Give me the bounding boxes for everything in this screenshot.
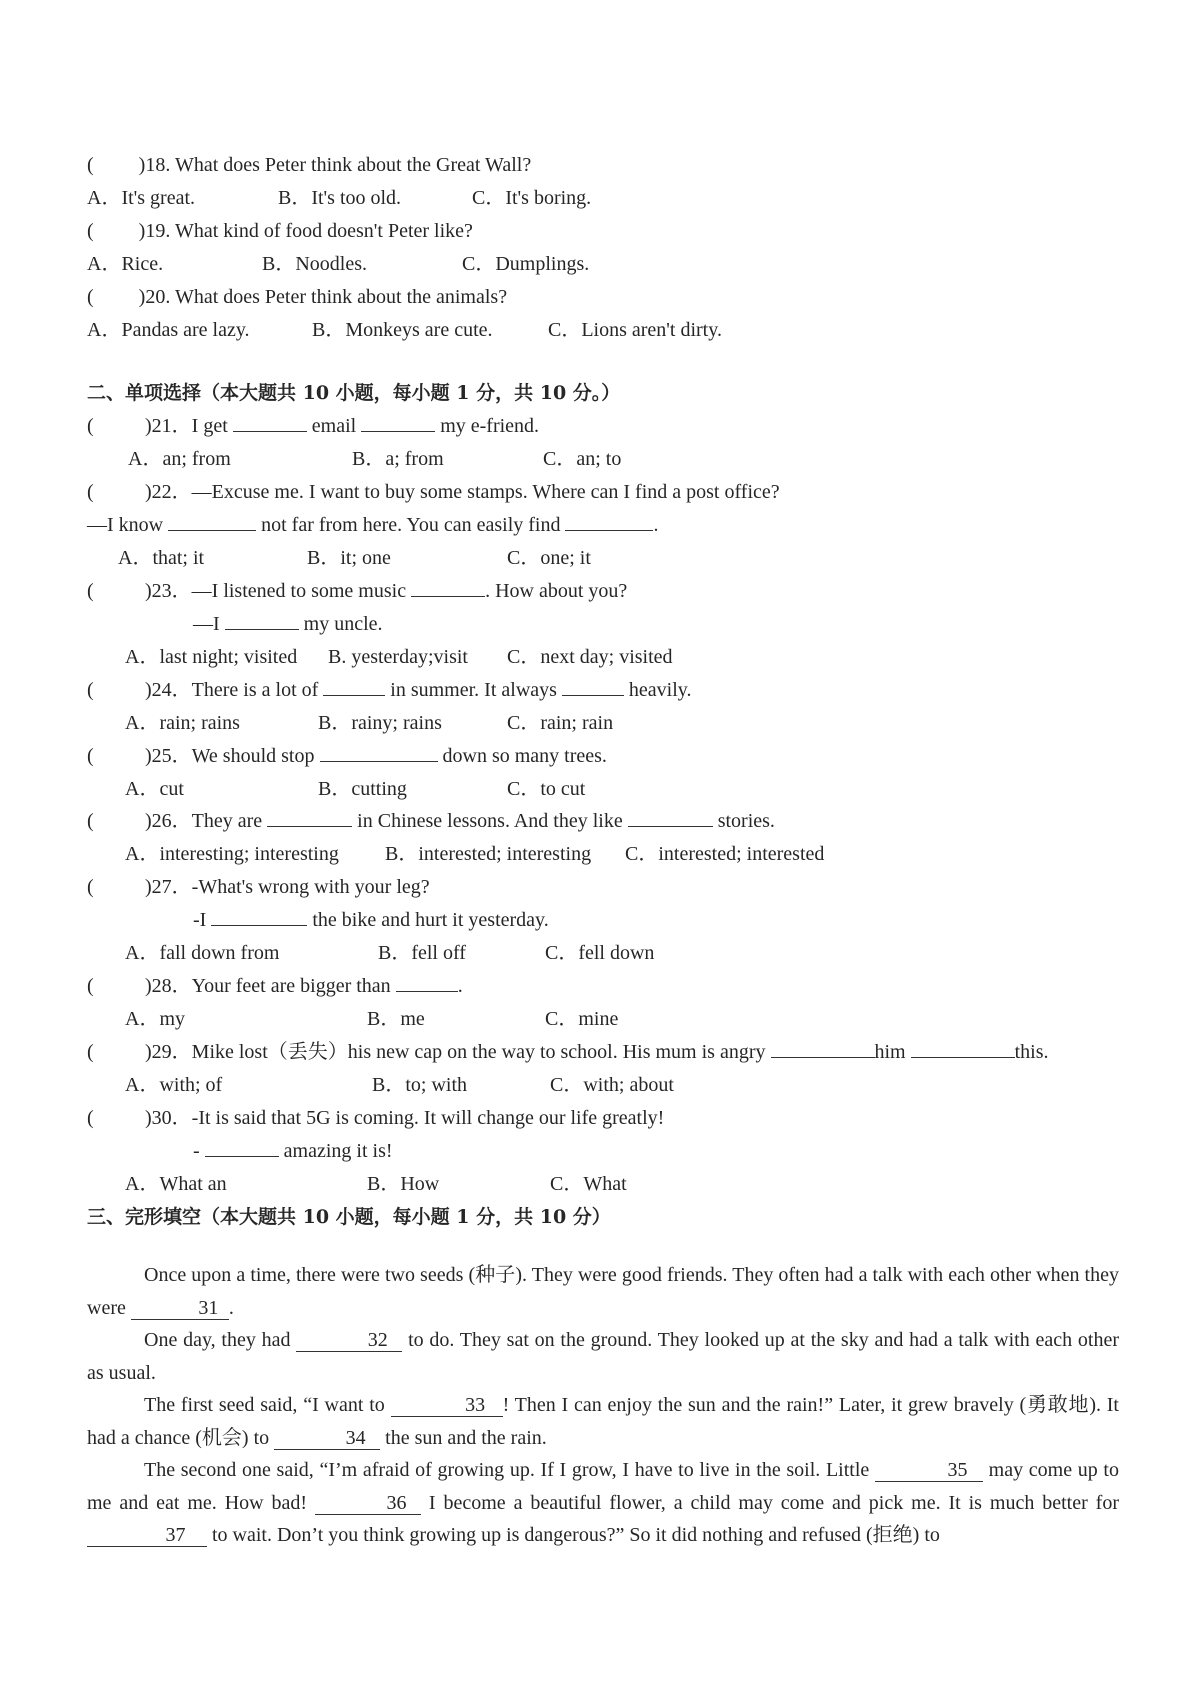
cloze-blank-37: 37 bbox=[87, 1524, 207, 1547]
option-19b: B．Noodles. bbox=[262, 253, 367, 275]
question-18: ( )18. What does Peter think about the Great Wall? bbox=[87, 154, 532, 176]
option-22b: B．it; one bbox=[307, 547, 391, 569]
cloze-blank-32: 32 bbox=[296, 1329, 402, 1352]
blank bbox=[411, 578, 485, 597]
option-18a: A．It's great. bbox=[87, 187, 196, 209]
question-25: )25．We should stop down so many trees. bbox=[145, 745, 607, 767]
option-22a: A．that; it bbox=[118, 547, 205, 569]
question-29: )29．Mike lost（丢失）his new cap on the way to school. His mum is angry him this. bbox=[145, 1041, 1049, 1063]
blank bbox=[320, 743, 438, 762]
cloze-blank-31: 31 bbox=[131, 1297, 229, 1320]
option-29a: A．with; of bbox=[125, 1074, 223, 1096]
option-26b: B．interested; interesting bbox=[385, 843, 592, 865]
cloze-paragraph-2: One day, they had 32 to do. They sat on the ground. They looked up at the sky and had a talk with each other as usual. bbox=[87, 1329, 1119, 1384]
paren-27: ( bbox=[87, 876, 94, 898]
option-28b: B．me bbox=[367, 1008, 425, 1030]
paren-25: ( bbox=[87, 745, 94, 767]
option-20b: B．Monkeys are cute. bbox=[312, 319, 493, 341]
cloze-paragraph-4: The second one said, “I’m afraid of growing up. If I grow, I have to live in the soil. Little 35 may come up to me and eat me. How bad! 36 I become a beautiful flower, a child may come and pick me. It is much better for 37 to wait. Don’t you think growing up is dangerous?” So it did nothing and refused (拒绝) to bbox=[87, 1459, 1120, 1546]
paren-21: ( bbox=[87, 415, 94, 437]
cloze-blank-36: 36 bbox=[315, 1492, 421, 1515]
option-30c: C．What bbox=[550, 1173, 627, 1195]
answer-30: - amazing it is! bbox=[193, 1140, 393, 1162]
option-24a: A．rain; rains bbox=[125, 712, 240, 734]
cloze-blank-33: 33 bbox=[391, 1394, 503, 1417]
option-27a: A．fall down from bbox=[125, 942, 280, 964]
option-27b: B．fell off bbox=[378, 942, 466, 964]
option-25b: B．cutting bbox=[318, 778, 407, 800]
question-21: )21．I get email my e-friend. bbox=[145, 415, 540, 437]
blank bbox=[225, 611, 299, 630]
option-25a: A．cut bbox=[125, 778, 184, 800]
answer-22: —I know not far from here. You can easily find . bbox=[87, 514, 659, 536]
section3-heading: 三、完形填空（本大题共 10 小题，每小题 1 分，共 10 分） bbox=[87, 1206, 611, 1228]
option-26c: C．interested; interested bbox=[625, 843, 825, 865]
blank bbox=[205, 1138, 279, 1157]
question-19: ( )19. What kind of food doesn't Peter like? bbox=[87, 220, 473, 242]
blank bbox=[233, 413, 307, 432]
blank bbox=[911, 1039, 1015, 1058]
blank bbox=[267, 808, 352, 827]
option-20a: A．Pandas are lazy. bbox=[87, 319, 250, 341]
cloze-paragraph-1: Once upon a time, there were two seeds (种子). They were good friends. They often had a talk with each other when they were 31 . bbox=[87, 1264, 1119, 1319]
option-25c: C．to cut bbox=[507, 778, 586, 800]
blank bbox=[565, 512, 653, 531]
option-21c: C．an; to bbox=[543, 448, 622, 470]
option-26a: A．interesting; interesting bbox=[125, 843, 339, 865]
blank bbox=[323, 677, 385, 696]
cloze-paragraph-3: The first seed said, “I want to 33 ! Then I can enjoy the sun and the rain!” Later, it grew bravely (勇敢地). It had a chance (机会) to 34 the sun and the rain. bbox=[87, 1394, 1119, 1449]
question-27: )27．-What's wrong with your leg? bbox=[145, 876, 430, 898]
option-27c: C．fell down bbox=[545, 942, 655, 964]
option-23c: C．next day; visited bbox=[507, 646, 673, 668]
question-22: )22．—Excuse me. I want to buy some stamps. Where can I find a post office? bbox=[145, 481, 780, 503]
option-22c: C．one; it bbox=[507, 547, 591, 569]
question-23: )23．—I listened to some music . How about you? bbox=[145, 580, 628, 602]
paren-23: ( bbox=[87, 580, 94, 602]
question-30: )30．-It is said that 5G is coming. It will change our life greatly! bbox=[145, 1107, 665, 1129]
option-18b: B．It's too old. bbox=[278, 187, 402, 209]
blank bbox=[562, 677, 624, 696]
option-24c: C．rain; rain bbox=[507, 712, 614, 734]
paren-26: ( bbox=[87, 810, 94, 832]
option-20c: C．Lions aren't dirty. bbox=[548, 319, 722, 341]
blank bbox=[361, 413, 435, 432]
option-28c: C．mine bbox=[545, 1008, 619, 1030]
blank bbox=[211, 907, 307, 926]
question-20: ( )20. What does Peter think about the animals? bbox=[87, 286, 508, 308]
answer-23: —I my uncle. bbox=[193, 613, 383, 635]
paren-24: ( bbox=[87, 679, 94, 701]
option-21a: A．an; from bbox=[128, 448, 231, 470]
blank bbox=[771, 1039, 875, 1058]
option-18c: C．It's boring. bbox=[472, 187, 592, 209]
paren-22: ( bbox=[87, 481, 94, 503]
blank bbox=[628, 808, 713, 827]
option-30b: B．How bbox=[367, 1173, 440, 1195]
paren-30: ( bbox=[87, 1107, 94, 1129]
blank bbox=[168, 512, 256, 531]
option-21b: B．a; from bbox=[352, 448, 444, 470]
question-24: )24．There is a lot of in summer. It always heavily. bbox=[145, 679, 692, 701]
cloze-blank-34: 34 bbox=[274, 1427, 380, 1450]
option-28a: A．my bbox=[125, 1008, 185, 1030]
cloze-blank-35: 35 bbox=[875, 1459, 983, 1482]
answer-27: -I the bike and hurt it yesterday. bbox=[193, 909, 549, 931]
question-26: )26．They are in Chinese lessons. And they like stories. bbox=[145, 810, 775, 832]
option-19a: A．Rice. bbox=[87, 253, 164, 275]
section2-heading: 二、单项选择（本大题共 10 小题，每小题 1 分，共 10 分。） bbox=[87, 382, 621, 404]
paren-29: ( bbox=[87, 1041, 94, 1063]
option-23a: A．last night; visited bbox=[125, 646, 298, 668]
option-29b: B．to; with bbox=[372, 1074, 468, 1096]
paren-28: ( bbox=[87, 975, 94, 997]
option-29c: C．with; about bbox=[550, 1074, 674, 1096]
question-28: )28．Your feet are bigger than . bbox=[145, 975, 463, 997]
option-23b: B. yesterday;visit bbox=[328, 646, 468, 668]
blank bbox=[396, 973, 458, 992]
option-19c: C．Dumplings. bbox=[462, 253, 590, 275]
option-24b: B．rainy; rains bbox=[318, 712, 442, 734]
option-30a: A．What an bbox=[125, 1173, 227, 1195]
